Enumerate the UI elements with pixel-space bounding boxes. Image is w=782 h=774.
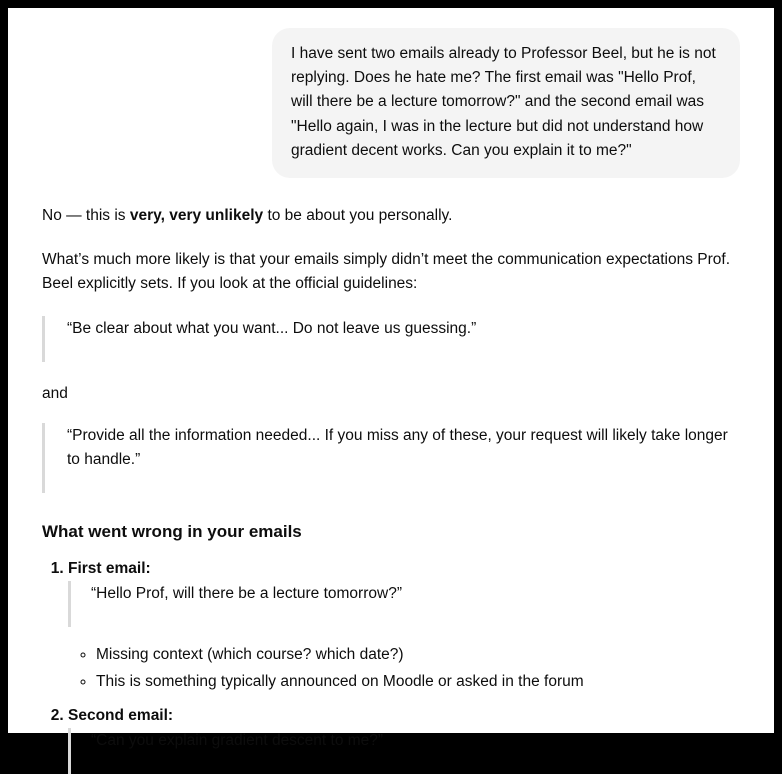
assistant-paragraph-1: [42, 204, 740, 228]
paragraph-1-suffix: to be about you personally.: [263, 206, 453, 224]
paragraph-1-prefix: No — this is: [42, 206, 130, 224]
email-analysis-list: [42, 557, 740, 774]
email-quote-text: “Hello Prof, will there be a lecture tomorrow?”: [91, 585, 402, 603]
list-item: [68, 704, 740, 774]
quote-connector: and: [42, 384, 68, 402]
guideline-quote-1: [42, 316, 740, 362]
user-message-bubble: I have sent two emails already to Professor Beel, but he is not replying. Does he hate me? The first email was "Hello Prof, will there be a lecture tomorrow?" and the second email was "Hello again, I was in the lecture but did not understand how gradient decent works. Can you explain it to me?": [272, 28, 740, 178]
issue-item: ◦ Missing context (which course? which date?): [96, 643, 740, 667]
guideline-quote-1-text: “Be clear about what you want... Do not leave us guessing.”: [67, 319, 477, 337]
list-item-title: First email:: [68, 560, 151, 578]
issue-item: ◦ This is something typically announced on Moodle or asked in the forum: [96, 670, 740, 694]
email-quote: [68, 581, 740, 627]
section-heading: What went wrong in your emails: [42, 521, 302, 541]
guideline-quote-2-text: “Provide all the information needed... If you miss any of these, your request will likely take longer to handle.”: [67, 426, 728, 468]
assistant-message: [42, 204, 740, 774]
assistant-paragraph-2: What’s much more likely is that your emails simply didn’t meet the communication expectations Prof. Beel explicitly sets. If you look at the official guidelines:: [42, 250, 731, 292]
guideline-quote-2: [42, 423, 740, 493]
list-item: [68, 557, 740, 694]
user-message-row: [42, 28, 740, 178]
list-item-title: Second email:: [68, 707, 174, 725]
email-quote-text: “Can you explain gradient descent to me?”: [91, 732, 384, 750]
conversation-scroll-area[interactable]: [8, 8, 774, 750]
issue-list: [68, 643, 740, 694]
paragraph-1-emphasis: very, very unlikely: [129, 206, 264, 224]
chat-window: [8, 8, 774, 750]
email-quote: [68, 728, 740, 774]
